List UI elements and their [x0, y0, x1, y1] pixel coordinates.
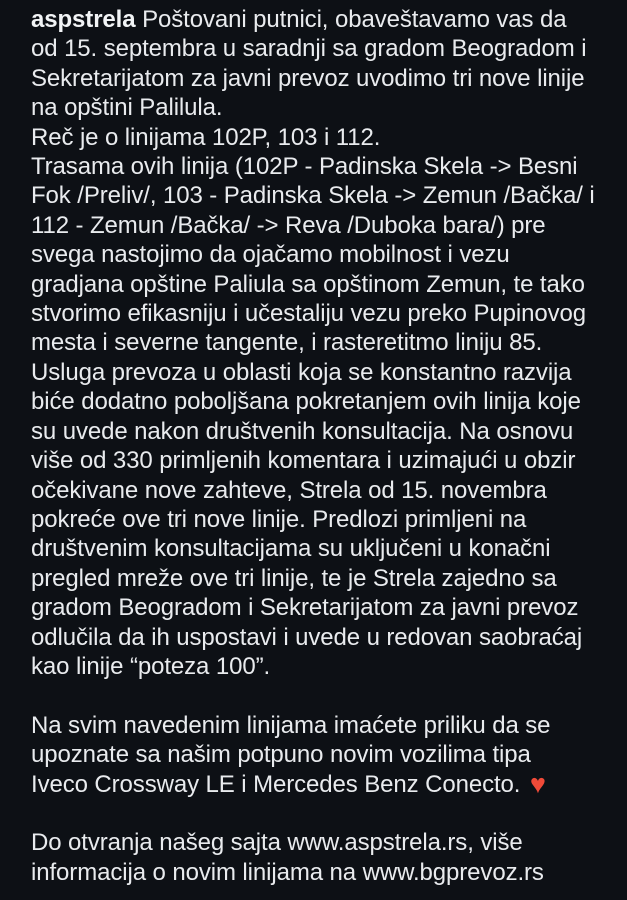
- caption-line: svega nastojimo da ojačamo mobilnost i vezu: [31, 241, 510, 269]
- caption-line: biće dodatno poboljšana pokretanjem ovih linija koje: [31, 388, 581, 416]
- caption-line: stvorimo efikasniju i učestaliju vezu preko Pupinovog: [31, 300, 586, 328]
- username-link[interactable]: aspstrela: [31, 6, 136, 33]
- caption-line: kao linije “poteza 100”.: [31, 652, 271, 680]
- caption-line: Usluga prevoza u oblasti koja se konstantno razvija: [31, 358, 572, 386]
- caption-line: informacija o novim linijama na www.bgprevoz.rs: [31, 858, 544, 886]
- caption-line: upoznate sa našim potpuno novim vozilima tipa: [31, 741, 531, 769]
- caption-line: pregled mreže ove tri linije, te je Strela zajedno sa: [31, 564, 557, 592]
- caption-line: očekivane nove zahteve, Strela od 15. novembra: [31, 476, 547, 504]
- caption-line: Fok /Preliv/, 103 - Padinska Skela -> Zemun /Bačka/ i: [31, 182, 595, 210]
- caption-line: mesta i severne tangente, i rasteretitmo liniju 85.: [31, 329, 543, 357]
- caption-line: Iveco Crossway LE i Mercedes Benz Conecto. ♥: [31, 768, 546, 799]
- caption-line: 112 - Zemun /Bačka/ -> Reva /Duboka bara/) pre: [31, 211, 546, 239]
- caption-line: Sekretarijatom za javni prevoz uvodimo tri nove linije: [31, 64, 585, 92]
- caption-line: gradjana opštine Paliula sa opštinom Zemun, te tako: [31, 270, 585, 298]
- caption-line: Reč je o linijama 102P, 103 i 112.: [31, 123, 381, 151]
- caption-line: aspstrela Poštovani putnici, obaveštavamo vas da: [31, 6, 567, 33]
- caption-line: su uvede nakon društvenih konsultacija. Na osnovu: [31, 417, 574, 445]
- caption-line: na opštini Palilula.: [31, 94, 223, 122]
- caption-line: gradom Beogradom i Sekretarijatom za javni prevoz: [31, 594, 579, 622]
- caption-line: pokreće ove tri nove linije. Predlozi primljeni na: [31, 505, 527, 533]
- caption-line: društvenim konsultacijama su uključeni u konačni: [31, 535, 551, 563]
- caption-line: odlučila da ih uspostavi i uvede u redovan saobraćaj: [31, 623, 583, 651]
- caption-line: od 15. septembra u saradnji sa gradom Beogradom i: [31, 35, 587, 63]
- caption-line: [31, 799, 609, 828]
- caption-line: Na svim navedenim linijama imaćete priliku da se: [31, 711, 551, 739]
- caption-line: [31, 681, 609, 710]
- caption-line: Do otvranja našeg sajta www.aspstrela.rs, više: [31, 829, 523, 857]
- heart-icon: ♥: [529, 768, 546, 799]
- caption-line: Trasama ovih linija (102P - Padinska Skela -> Besni: [31, 153, 578, 181]
- caption-line: više od 330 primljenih komentara i uzimajući u obzir: [31, 447, 576, 475]
